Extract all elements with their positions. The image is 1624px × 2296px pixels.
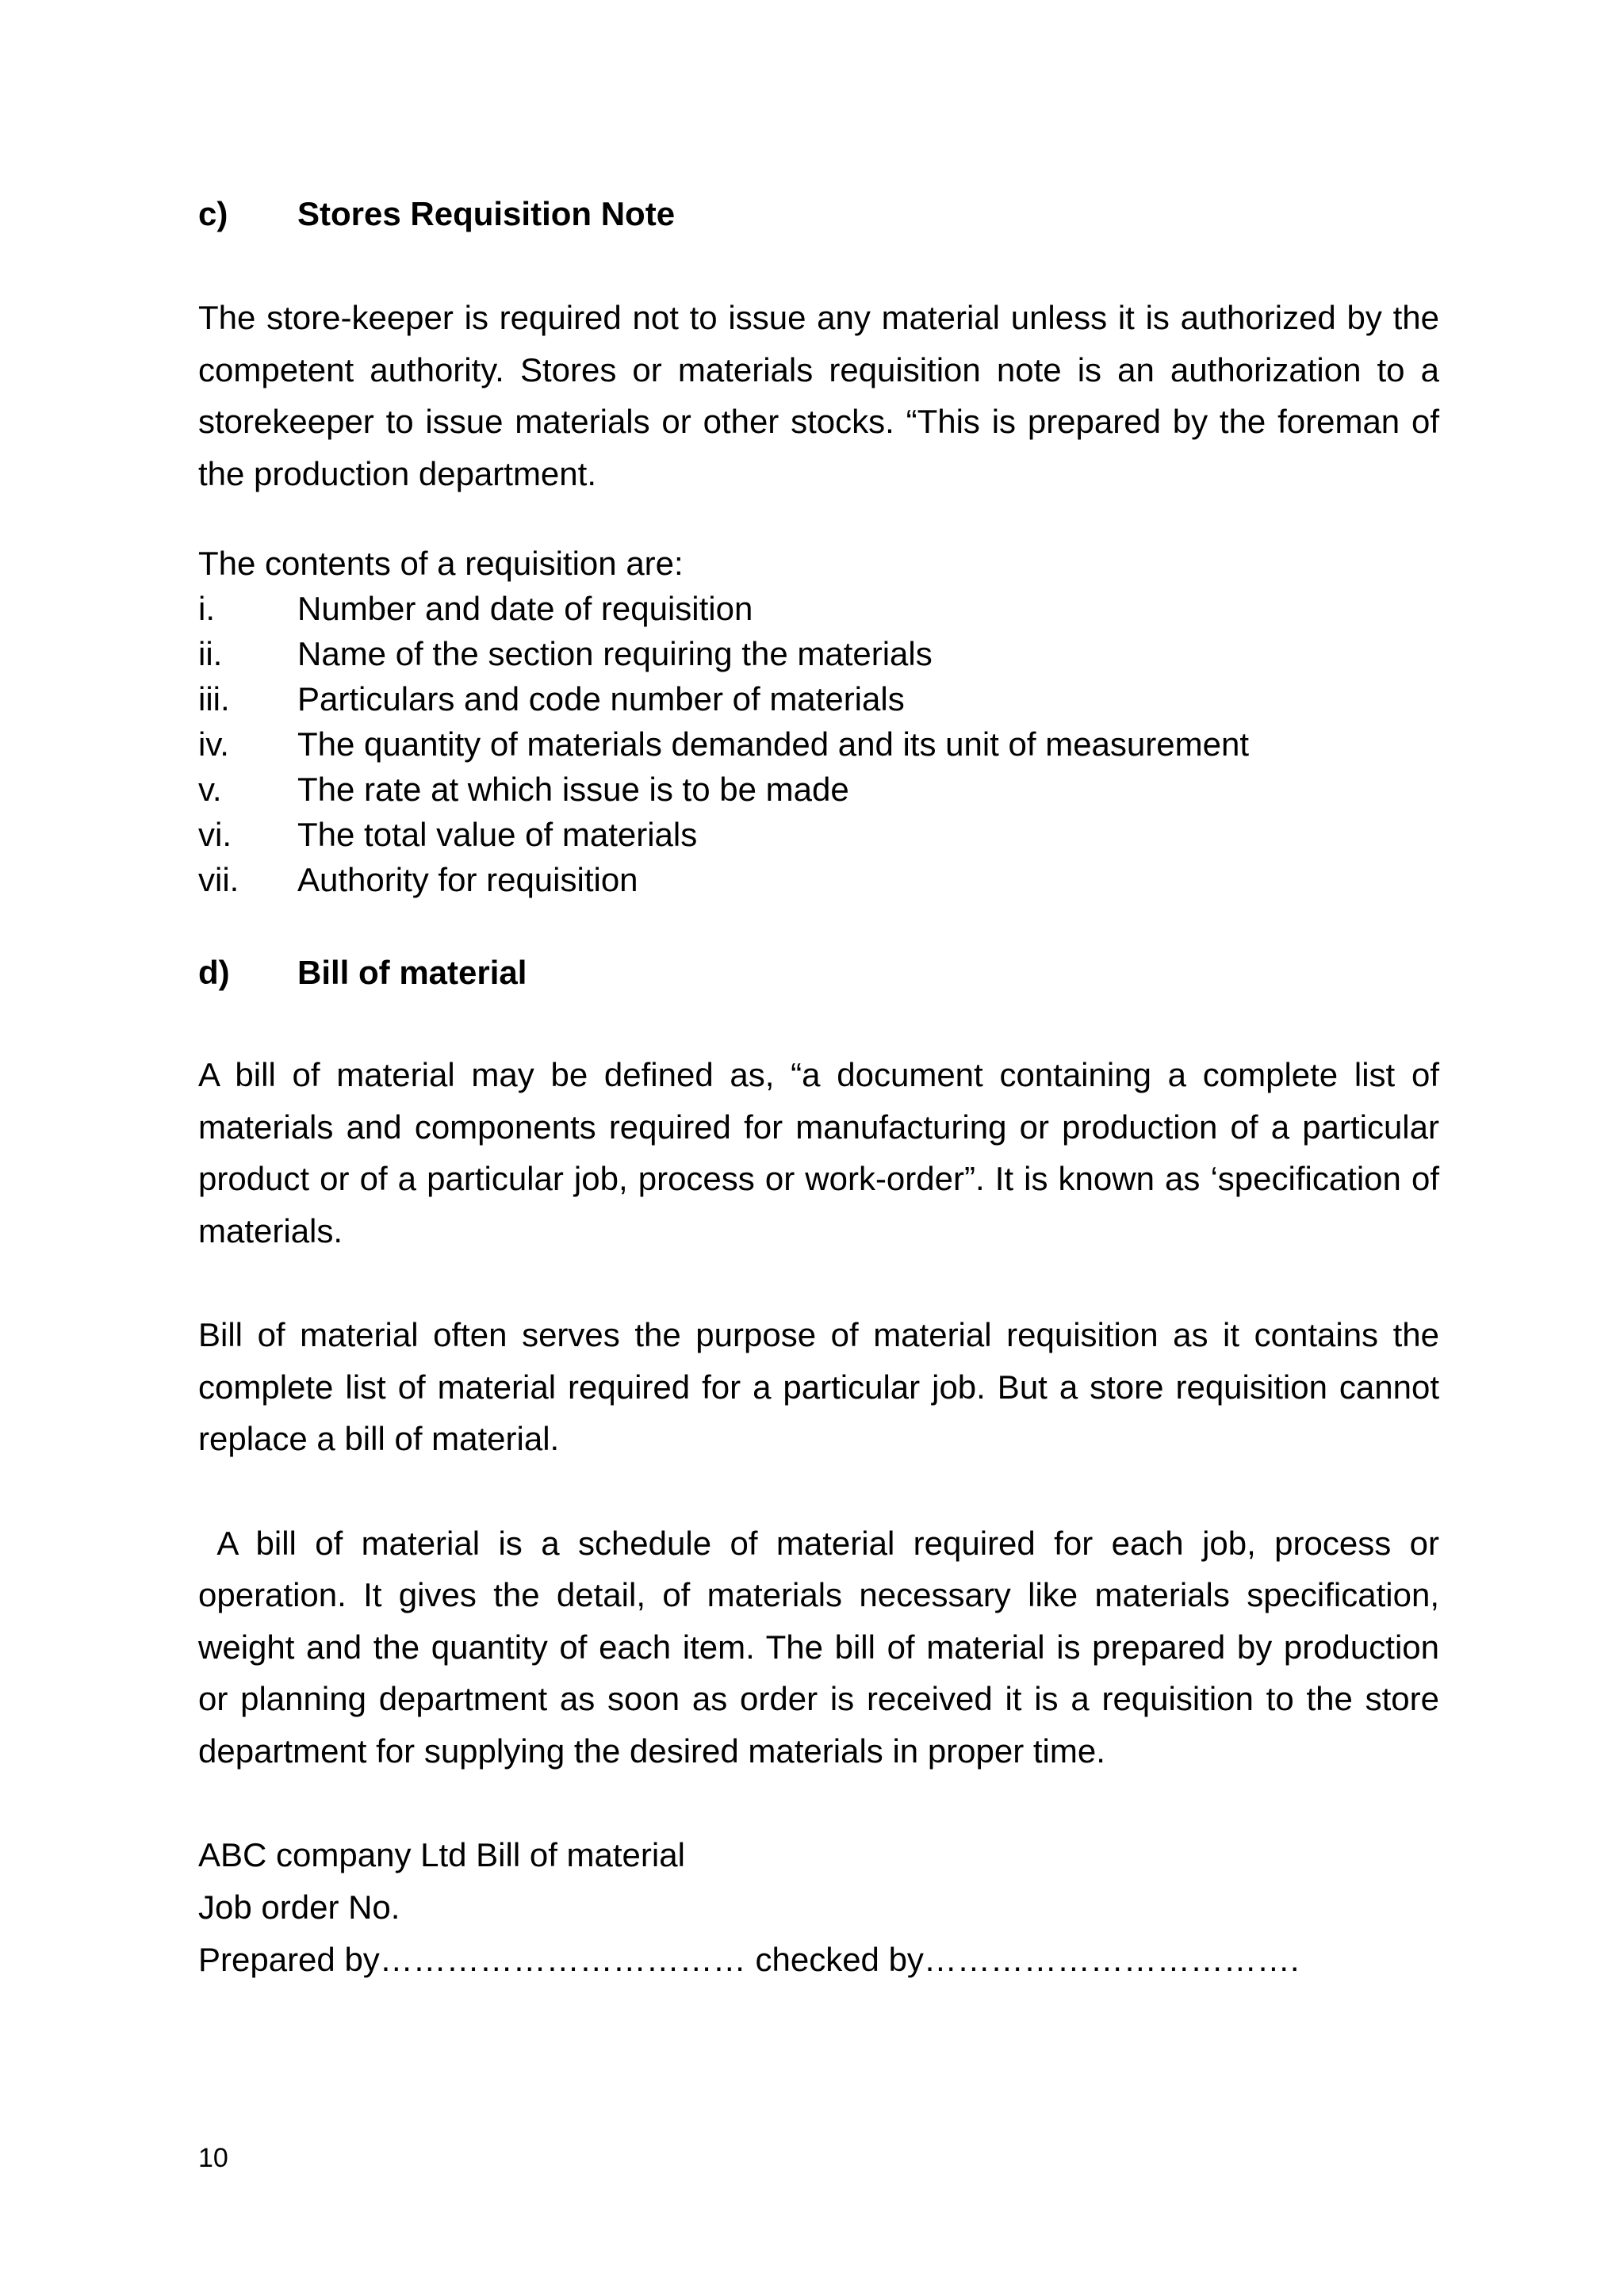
list-item-text: Number and date of requisition [297, 590, 753, 627]
form-title: ABC company Ltd Bill of material [198, 1836, 685, 1873]
list-item-text: The total value of materials [297, 816, 698, 853]
list-item [198, 767, 1439, 812]
list-item [198, 721, 1439, 767]
list-item [198, 857, 1439, 902]
list-item-text: The quantity of materials demanded and its unit of measurement [297, 725, 1249, 763]
prepared-checked-line: Prepared by…………………………… checked by……………………………. [198, 1941, 1300, 1978]
list-item [198, 812, 1439, 857]
section-c-marker: c) [198, 195, 228, 232]
section-c-title: Stores Requisition Note [297, 195, 676, 232]
section-c-heading [198, 189, 1439, 239]
list-item-number: iv. [198, 725, 229, 763]
list-item-number: vi. [198, 816, 232, 853]
section-d-marker: d) [198, 954, 230, 991]
list-item [198, 676, 1439, 721]
bill-of-material-definition: A bill of material may be defined as, “a document containing a complete list of materials and components required for manufacturing or production of a particular product or of a particular job, process or work-order”. It is known as ‘specification of materials. [198, 1056, 1439, 1249]
page-number: 10 [198, 2143, 228, 2173]
list-item [198, 586, 1439, 631]
list-item [198, 631, 1439, 676]
list-item-number: ii. [198, 635, 223, 672]
section-c-paragraph: The store-keeper is required not to issue any material unless it is authorized by the competent authority. Stores or materials requisition note is an authorization to a storekeeper to issue materials or other stocks. “This is prepared by the foreman of the production department. [198, 299, 1439, 492]
list-item-number: v. [198, 771, 222, 808]
list-item-text: Authority for requisition [297, 861, 638, 898]
section-d-title: Bill of material [297, 954, 527, 991]
job-order-line: Job order No. [198, 1888, 400, 1926]
list-item-number: vii. [198, 861, 239, 898]
section-d-heading [198, 947, 1439, 998]
list-item-text: Particulars and code number of materials [297, 680, 905, 718]
requisition-contents-intro: The contents of a requisition are: [198, 545, 684, 582]
list-item-text: The rate at which issue is to be made [297, 771, 849, 808]
list-item-number: i. [198, 590, 215, 627]
list-item-number: iii. [198, 680, 230, 718]
requisition-contents-list [198, 586, 1439, 902]
page-content [198, 189, 1449, 1986]
list-item-text: Name of the section requiring the materials [297, 635, 933, 672]
bill-of-material-purpose: Bill of material often serves the purpose of material requisition as it contains the complete list of material required for a particular job. But a store requisition cannot replace a bill of material. [198, 1316, 1439, 1457]
bill-of-material-schedule: A bill of material is a schedule of material required for each job, process or operation. It gives the detail, of materials necessary like materials specification, weight and the quantity of each item. The bill of material is prepared by production or planning department as soon as order is received it is a requisition to the store department for supplying the desired materials in proper time. [198, 1524, 1449, 1770]
